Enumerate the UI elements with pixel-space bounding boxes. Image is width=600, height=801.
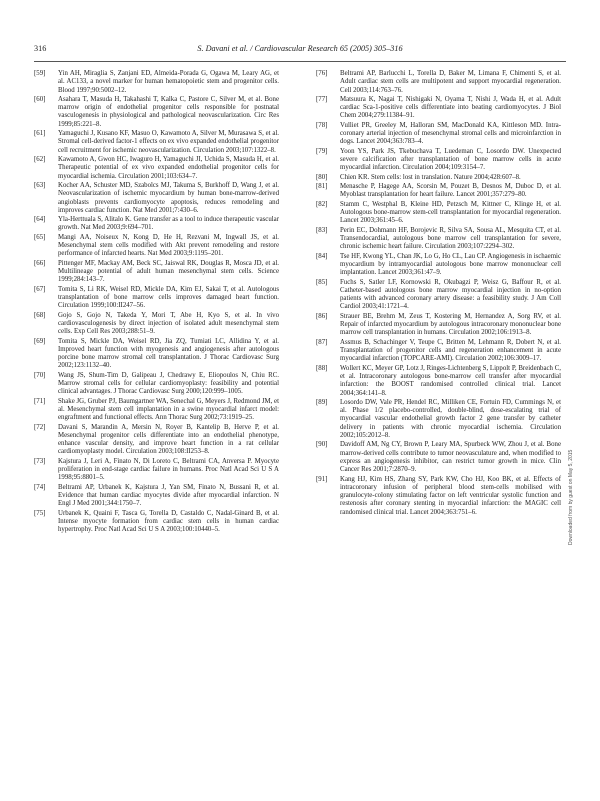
reference-entry [316, 253, 561, 278]
reference-number: [81] [316, 183, 328, 191]
reference-text: Mangi AA, Noiseux N, Kong D, He H, Rezvani M, Ingwall JS, et al. Mesenchymal stem cells modified with Akt prevent remodeling and restore performance of infarcted hearts. Nat Med 2003;9:1195–201. [58, 233, 279, 258]
reference-entry [316, 174, 561, 182]
reference-number: [84] [316, 252, 328, 260]
reference-entry [34, 260, 279, 285]
reference-text: Kang HJ, Kim HS, Zhang SY, Park KW, Cho HJ, Koo BK, et al. Effects of intracoronary infusion of peripheral blood stem-cells mobilised with granulocyte-colony stimulating factor on left ventricular systolic function and restenosis after coronary stenting in myocardial infarction: the MAGIC cell randomised clinical trial. Lancet 2004;363:751–6. [340, 475, 561, 516]
reference-text: Wollert KC, Meyer GP, Lotz J, Ringes-Lichtenberg S, Lippolt P, Breidenbach C, et al. Intracoronary autologous bone-marrow cell transfer after myocardial infarction: the BOOST randomised controlled clinical trial. Lancet 2004;364:141–8. [340, 364, 561, 397]
reference-entry [316, 313, 561, 338]
reference-text: Losordo DW, Vale PR, Hendel RC, Milliken CE, Fortuin FD, Cummings N, et al. Phase 1/2 placebo-controlled, double-blind, dose-escalating trial of myocardial vascular endothelial growth factor 2 gene transfer by catheter delivery in patients with chronic myocardial ischemia. Circulation 2002;105:2012–8. [340, 398, 561, 439]
reference-number: [89] [316, 398, 328, 406]
reference-number: [63] [34, 182, 46, 189]
reference-text: Yla-Herttuala S, Alitalo K. Gene transfer as a tool to induce therapeutic vascular growth. Nat Med 2003;9:694–701. [58, 216, 279, 232]
reference-entry [34, 70, 279, 95]
reference-number: [67] [34, 285, 46, 293]
reference-number: [79] [316, 147, 328, 155]
reference-entry [34, 510, 279, 535]
reference-entry [34, 234, 279, 259]
reference-entry [34, 156, 279, 181]
reference-entry [316, 441, 561, 474]
reference-text: Beltrami AP, Barlucchi L, Torella D, Baker M, Limana F, Chimenti S, et al. Adult cardiac stem cells are multipotent and support myocardial regeneration. Cell 2003;114:763–76. [340, 70, 561, 94]
reference-text: Vulliet PR, Greeley M, Halloran SM, MacDonald KA, Kittleson MD. Intra-coronary arterial injection of mesenchymal stromal cells and microinfarction in dogs. Lancet 2004;363:783–4. [340, 121, 561, 146]
reference-number: [88] [316, 364, 328, 372]
reference-number: [82] [316, 200, 328, 208]
reference-text: Yoon YS, Park JS, Tkebuchava T, Luedeman C, Losordo DW. Unexpected severe calcification after transplantation of bone marrow cells in acute myocardial infarction. Circulation 2004;109:3154–7. [340, 147, 561, 172]
reference-entry [316, 365, 561, 398]
references-left-column [34, 70, 279, 536]
references-right-column [316, 70, 561, 518]
reference-text: Asahara T, Masuda H, Takahashi T, Kalka C, Pastore C, Silver M, et al. Bone marrow origin of endothelial progenitor cells responsible for postnatal vasculogenesis in physiological and pathological neovascularization. Circ Res 1999;85:221–8. [58, 95, 279, 128]
reference-number: [83] [316, 226, 328, 234]
reference-number: [61] [34, 130, 46, 138]
reference-text: Tomita S, Li RK, Weisel RD, Mickle DA, Kim EJ, Sakai T, et al. Autologous transplantation of bone marrow cells improves damaged heart function. Circulation 1999;100:II247–56. [58, 285, 279, 310]
reference-number: [66] [34, 259, 46, 267]
reference-number: [71] [34, 397, 46, 405]
reference-entry [316, 183, 561, 200]
reference-number: [74] [34, 483, 46, 491]
reference-number: [59] [34, 70, 46, 77]
reference-number: [90] [316, 441, 328, 449]
reference-entry [316, 70, 561, 95]
reference-number: [76] [316, 70, 328, 77]
reference-number: [87] [316, 338, 328, 346]
reference-text: Yin AH, Miraglia S, Zanjani ED, Almeida-Porada G, Ogawa M, Leary AG, et al. AC133, a novel marker for human hematopoietic stem and progenitor cells. Blood 1997;90:5002–12. [58, 70, 279, 94]
reference-text: Perin EC, Dohmann HF, Borojevic R, Silva SA, Sousa AL, Mesquita CT, et al. Transendocardial, autologous bone marrow cell transplantation for severe, chronic ischemic heart failure. Circulation 2003;107:2294–302. [340, 226, 561, 251]
header-rule [34, 61, 566, 62]
reference-number: [69] [34, 337, 46, 345]
page-header [34, 44, 566, 56]
reference-text: Davidoff AM, Ng CY, Brown P, Leary MA, Spurbeck WW, Zhou J, et al. Bone marrow-derived cells contribute to tumor neovasculature and, when modified to express an angiogenesis inhibitor, can restrict tumor growth in mice. Clin Cancer Res 2001;7:2870–9. [340, 441, 561, 474]
reference-entry [34, 216, 279, 233]
reference-entry [34, 286, 279, 311]
reference-entry [34, 458, 279, 483]
reference-number: [77] [316, 95, 328, 103]
reference-number: [80] [316, 173, 328, 181]
reference-entry [316, 399, 561, 440]
reference-number: [65] [34, 233, 46, 241]
reference-entry [316, 122, 561, 147]
reference-entry [34, 484, 279, 509]
reference-number: [60] [34, 95, 46, 103]
reference-entry [34, 398, 279, 423]
reference-text: Kajstura J, Leri A, Finato N, Di Loreto C, Beltrami CA, Anversa P. Myocyte proliferation in end-stage cardiac failure in humans. Proc Natl Acad Sci U S A 1998;95:8801–5. [58, 457, 279, 482]
reference-entry [34, 372, 279, 397]
reference-text: Fuchs S, Satler LF, Kornowski R, Okubagzi P, Weisz G, Baffour R, et al. Catheter-based autologous bone marrow myocardial injection in no-option patients with advanced coronary artery disease: a feasibility study. J Am Coll Cardiol 2003;41:1721–4. [340, 278, 561, 311]
reference-text: Beltrami AP, Urbanek K, Kajstura J, Yan SM, Finato N, Bussani R, et al. Evidence that human cardiac myocytes divide after myocardial infarction. N Engl J Med 2001;344:1750–7. [58, 483, 279, 508]
reference-number: [62] [34, 156, 46, 164]
reference-text: Tomita S, Mickle DA, Weisel RD, Jia ZQ, Tumiati LC, Allidina Y, et al. Improved heart function with myogenesis and angiogenesis after autologous porcine bone marrow stromal cell transplantation. J Thorac Cardiovasc Surg 2002;123:1132–40. [58, 337, 279, 370]
reference-number: [86] [316, 312, 328, 320]
reference-entry [34, 182, 279, 215]
reference-number: [78] [316, 121, 328, 129]
reference-text: Urbanek K, Quaini F, Tasca G, Torella D, Castaldo C, Nadal-Ginard B, et al. Intense myocyte formation from cardiac stem cells in human cardiac hypertrophy. Proc Natl Acad Sci U S A 2003;100:10440–5. [58, 509, 279, 534]
reference-number: [91] [316, 475, 328, 483]
reference-text: Davani S, Marandin A, Mersin N, Royer B, Kantelip B, Herve P, et al. Mesenchymal progenitor cells differentiate into an endothelial phenotype, enhance vascular density, and improve heart function in a rat cellular cardiomyoplasty model. Circulation 2003;108:II253–8. [58, 423, 279, 456]
reference-entry [316, 339, 561, 364]
reference-number: [72] [34, 423, 46, 431]
reference-text: Matsuura K, Nagai T, Nishigaki N, Oyama T, Nishi J, Wada H, et al. Adult cardiac Sca-1-positive cells differentiate into beating cardiomyocytes. J Biol Chem 2004;279:11384–91. [340, 95, 561, 120]
reference-text: Shake JG, Gruber PJ, Baumgartner WA, Senechal G, Meyers J, Redmond JM, et al. Mesenchymal stem cell implantation in a swine myocardial infarct model: engraftment and functional effects. Ann Thorac Surg 2002;73:1919–25. [58, 397, 279, 422]
reference-entry [316, 227, 561, 252]
reference-entry [34, 312, 279, 337]
reference-text: Gojo S, Gojo N, Takeda Y, Mori T, Abe H, Kyo S, et al. In vivo cardiovasculogenesis by direct injection of isolated adult mesenchymal stem cells. Exp Cell Res 2003;288:51–9. [58, 311, 279, 336]
reference-entry [316, 476, 561, 517]
reference-number: [68] [34, 311, 46, 319]
reference-number: [75] [34, 509, 46, 517]
reference-text: Yamaguchi J, Kusano KF, Masuo O, Kawamoto A, Silver M, Murasawa S, et al. Stromal cell-derived factor-1 effects on ex vivo expanded endothelial progenitor cell recruitment for ischemic neovascularization. Circulation 2003;107:1322–8. [58, 130, 279, 154]
reference-text: Stamm C, Westphal B, Kleine HD, Petzsch M, Kittner C, Klinge H, et al. Autologous bone-marrow stem-cell transplantation for myocardial regeneration. Lancet 2003;361:45–6. [340, 200, 561, 225]
reference-entry [316, 96, 561, 121]
running-title: S. Davani et al. / Cardiovascular Research 65 (2005) 305–316 [197, 44, 403, 53]
reference-text: Chien KR. Stem cells: lost in translation. Nature 2004;428:607–8. [340, 173, 521, 181]
reference-entry [316, 279, 561, 312]
reference-entry [316, 201, 561, 226]
reference-text: Kocher AA, Schuster MD, Szabolcs MJ, Takuma S, Burkhoff D, Wang J, et al. Neovascularization of ischemic myocardium by human bone-marrow-derived angioblasts prevents cardiomyocyte apoptosis, reduces remodeling and improves cardiac function. Nat Med 2001;7:430–6. [58, 182, 279, 214]
reference-number: [85] [316, 278, 328, 286]
reference-text: Strauer BE, Brehm M, Zeus T, Kostering M, Hernandez A, Sorg RV, et al. Repair of infarcted myocardium by autologous intracoronary mononuclear bone marrow cell transplantation in humans. Circulation 2002;106:1913–8. [340, 312, 561, 337]
download-watermark: Downloaded from by guest on May 5, 2015 [568, 449, 574, 545]
reference-number: [73] [34, 457, 46, 465]
reference-text: Tse HF, Kwong YL, Chan JK, Lo G, Ho CL, Lau CP. Angiogenesis in ischaemic myocardium by intramyocardial autologous bone marrow mononuclear cell implantation. Lancet 2003;361:47–9. [340, 252, 561, 277]
reference-entry [34, 130, 279, 155]
page-number: 316 [34, 44, 47, 53]
reference-entry [34, 96, 279, 129]
reference-text: Kawamoto A, Gwon HC, Iwaguro H, Yamaguchi JI, Uchida S, Masuda H, et al. Therapeutic potential of ex vivo expanded endothelial progenitor cells for myocardial ischemia. Circulation 2001;103:634–7. [58, 156, 279, 180]
reference-text: Menasche P, Hagege AA, Scorsin M, Pouzet B, Desnos M, Duboc D, et al. Myoblast transplantation for heart failure. Lancet 2001;357:279–80. [340, 183, 561, 199]
reference-entry [316, 148, 561, 173]
reference-entry [34, 338, 279, 371]
reference-text: Wang JS, Shum-Tim D, Galipeau J, Chedrawy E, Eliopoulos N, Chiu RC. Marrow stromal cells for cellular cardiomyoplasty: feasibility and potential clinical advantages. J Thorac Cardiovasc Surg 2000;120:999–1005. [58, 371, 279, 396]
reference-text: Pittenger MF, Mackay AM, Beck SC, Jaiswal RK, Douglas R, Mosca JD, et al. Multilineage potential of adult human mesenchymal stem cells. Science 1999;284:143–7. [58, 259, 279, 284]
reference-text: Assmus B, Schachinger V, Teupe C, Britten M, Lehmann R, Dobert N, et al. Transplantation of progenitor cells and regeneration enhancement in acute myocardial infarction (TOPCARE-AMI). Circulation 2002;106:3009–17. [340, 338, 561, 363]
reference-number: [70] [34, 371, 46, 379]
reference-entry [34, 424, 279, 457]
reference-number: [64] [34, 216, 46, 224]
